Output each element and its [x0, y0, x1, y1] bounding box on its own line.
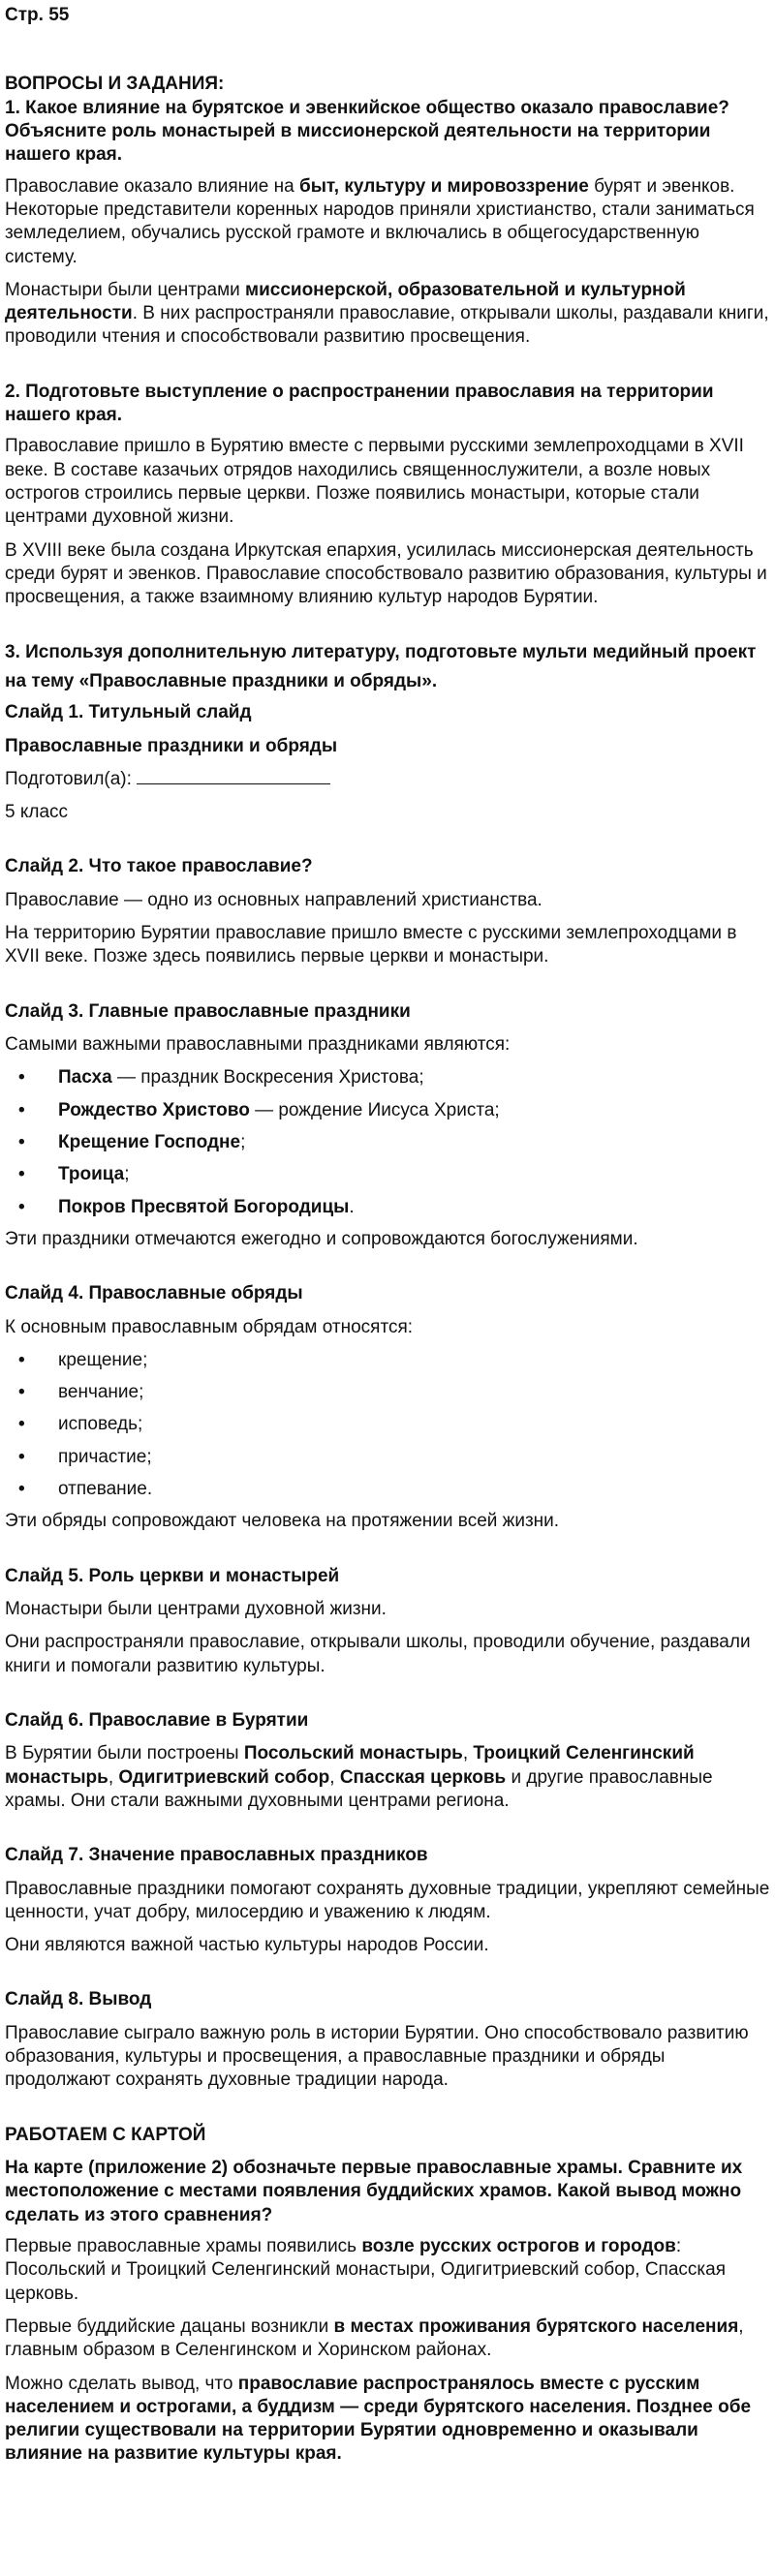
holiday-description: ; — [240, 1131, 246, 1152]
holiday-description: — праздник Воскресения Христова; — [111, 1067, 424, 1089]
slide-6-title: Слайд 6. Православие в Бурятии — [5, 1709, 309, 1731]
list-item — [5, 1163, 770, 1186]
slide-1-prepared-by — [5, 768, 770, 791]
holiday-description: — рождение Иисуса Христа; — [249, 1099, 500, 1120]
slide-8-paragraph: Православие сыграло важную роль в истории Бурятии. Оно способствовало развитию образования, культуры и просвещения, а православные праздники и обряды продолжают сохранять духовные традиции народа. — [5, 2022, 749, 2091]
list-item: • венчание; — [5, 1381, 770, 1404]
text-run: Можно сделать вывод, что — [5, 2373, 238, 2394]
text-run: Первые буддийские дацаны возникли — [5, 2315, 334, 2337]
holiday-name: Рождество Христово — [58, 1099, 250, 1120]
answer-2-paragraph-1: Православие пришло в Бурятию вместе с первыми русскими землепроходцами в XVII веке. В составе казачьих отрядов находились священнослужители, а возле новых острогов строились первые церкви. Позже появились монастыри, которые стали центрами духовной жизни. — [5, 436, 744, 528]
holiday-name: Покров Пресвятой Богородицы — [58, 1196, 350, 1217]
slide-6-paragraph — [5, 1742, 770, 1813]
text-run: бурят и эвенков. Некоторые представители коренных народов приняли христианство, стали заниматься земледелием, обучались русской грамоте и включались в общегосударственную систему. — [5, 175, 755, 267]
page-number: Стр. 55 — [5, 5, 70, 25]
name-blank-line — [137, 768, 330, 784]
section-heading: ВОПРОСЫ И ЗАДАНИЯ: — [5, 74, 225, 95]
text-run: , — [108, 1766, 119, 1788]
slide-2-paragraph-2: На территорию Бурятии православие пришло вместе с русскими землепроходцами в XVII веке. Позже здесь появились первые церкви и монастыри. — [5, 923, 737, 967]
bold-run: миссионерской, образовательной и культурной деятельности — [5, 279, 686, 324]
holiday-description: ; — [124, 1164, 130, 1185]
list-item — [5, 1066, 770, 1089]
slide-7-title: Слайд 7. Значение православных праздников — [5, 1845, 428, 1866]
question-1: 1. Какое влияние на бурятское и эвенкийское общество оказало православие? Объясните роль монастырей в миссионерской деятельности на территории нашего края. — [5, 97, 729, 166]
list-item — [5, 1099, 770, 1122]
bold-run: Посольский монастырь — [243, 1743, 463, 1764]
holiday-name: Пасха — [58, 1067, 112, 1089]
holiday-name: Крещение Господне — [58, 1131, 241, 1152]
question-3-line-1: 3. Используя дополнительную литературу, подготовьте мульти медийный проект — [5, 641, 757, 662]
list-item: • отпевание. — [5, 1478, 770, 1501]
text-run: Монастыри были центрами — [5, 279, 246, 300]
answer-1-paragraph-2 — [5, 279, 770, 350]
list-item — [5, 1131, 770, 1154]
slide-4-intro: К основным православным обрядам относятся: — [5, 1316, 414, 1337]
answer-2-paragraph-2: В XVIII веке была создана Иркутская епархия, усилилась миссионерская деятельность среди бурят и эвенков. Православие способствовало развитию образования, культуры и просвещения, а также взаимному влиянию культур народов Бурятии. — [5, 539, 767, 608]
map-question: На карте (приложение 2) обозначьте первые православные храмы. Сравните их местоположение с местами появления буддийских храмов. Какой вывод можно сделать из этого сравнения? — [5, 2158, 743, 2225]
holidays-list — [5, 1066, 770, 1219]
bold-run: Одигитриевский собор — [118, 1766, 330, 1788]
text-run: , главным образом в Селенгинском и Хоринском районах. — [5, 2315, 744, 2361]
slide-1-grade: 5 класс — [5, 802, 69, 823]
text-run: Православие оказало влияние на — [5, 175, 299, 197]
slide-2-title: Слайд 2. Что такое православие? — [5, 856, 313, 877]
bold-run: возле русских острогов и городов — [361, 2235, 676, 2256]
text-run: , — [462, 1743, 474, 1764]
prepared-by-label: Подготовил(а): — [5, 768, 138, 789]
list-item: • крещение; — [5, 1349, 770, 1372]
bold-run: в местах проживания бурятского населения — [333, 2315, 739, 2337]
slide-5-paragraph-1: Монастыри были центрами духовной жизни. — [5, 1599, 387, 1619]
slide-3-intro: Самыми важными православными праздниками являются: — [5, 1034, 511, 1055]
text-run: Первые православные храмы появились — [5, 2235, 362, 2256]
slide-4-outro: Эти обряды сопровождают человека на протяжении всей жизни. — [5, 1511, 560, 1532]
map-answer-paragraph-3 — [5, 2373, 770, 2467]
slide-1-subtitle: Православные праздники и обряды — [5, 735, 338, 756]
answer-1-paragraph-1 — [5, 175, 770, 269]
slide-1-title: Слайд 1. Титульный слайд — [5, 702, 252, 723]
slide-3-outro: Эти праздники отмечаются ежегодно и сопровождаются богослужениями. — [5, 1228, 638, 1249]
holiday-name: Троица — [58, 1164, 125, 1185]
slide-3-title: Слайд 3. Главные православные праздники — [5, 1000, 411, 1022]
text-run: : Посольский и Троицкий Селенгинский монастыри, Одигитриевский собор, Спасская церковь. — [5, 2235, 726, 2304]
list-item: • причастие; — [5, 1446, 770, 1469]
bold-run: Спасская церковь — [339, 1766, 507, 1788]
list-item: • исповедь; — [5, 1413, 770, 1436]
bold-run: Троицкий Селенгинский монастырь — [5, 1743, 695, 1788]
map-section-heading: РАБОТАЕМ С КАРТОЙ — [5, 2124, 206, 2145]
rites-list — [5, 1349, 770, 1502]
text-run: и другие православные храмы. Они стали важными духовными центрами региона. — [5, 1766, 713, 1811]
list-item — [5, 1196, 770, 1219]
bold-run: православие распространялось вместе с русским населением и острогами, а буддизм — среди бурятского населения. Позднее обе религии существовали на территории Бурятии одновременно и оказывали влияние на развитие культуры края. — [5, 2373, 752, 2465]
slide-2-paragraph-1: Православие — одно из основных направлений христианства. — [5, 889, 542, 910]
slide-8-title: Слайд 8. Вывод — [5, 1989, 152, 2010]
question-2: 2. Подготовьте выступление о распространении православия на территории нашего края. — [5, 381, 714, 426]
bold-run: быт, культуру и мировоззрение — [298, 175, 589, 197]
slide-7-paragraph-1: Православные праздники помогают сохранять духовные традиции, укрепляют семейные ценности, учат добру, милосердию и уважению к людям. — [5, 1878, 770, 1922]
map-answer-paragraph-1 — [5, 2235, 770, 2306]
text-run: В Бурятии были построены — [5, 1743, 244, 1764]
slide-5-paragraph-2: Они распространяли православие, открывали школы, проводили обучение, раздавали книги и помогали развитию культуры. — [5, 1632, 751, 1676]
slide-7-paragraph-2: Они являются важной частью культуры народов России. — [5, 1935, 489, 1956]
holiday-description: . — [349, 1196, 355, 1217]
slide-5-title: Слайд 5. Роль церкви и монастырей — [5, 1565, 340, 1586]
text-run: . В них распространяли православие, открывали школы, раздавали книги, проводили чтения и способствовали развитию просвещения. — [5, 303, 769, 348]
question-3-line-2: на тему «Православные праздники и обряды». — [5, 670, 438, 691]
text-run: , — [329, 1766, 340, 1788]
map-answer-paragraph-2 — [5, 2315, 770, 2363]
slide-4-title: Слайд 4. Православные обряды — [5, 1283, 303, 1304]
